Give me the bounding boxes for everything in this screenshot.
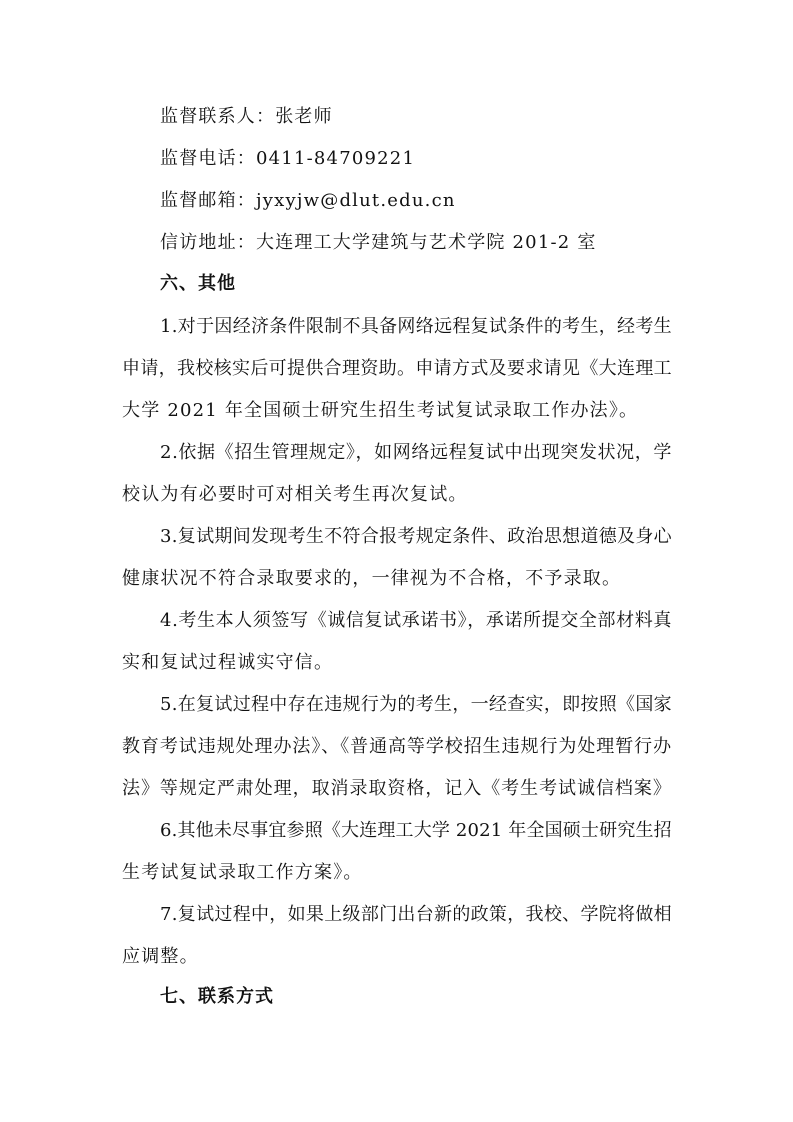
supervision-email: 监督邮箱：jyxyjw@dlut.edu.cn — [160, 190, 456, 211]
item-7-line-1: 7.复试过程中，如果上级部门出台新的政策，我校、学院将做相 — [160, 904, 672, 925]
supervision-phone: 监督电话：0411-84709221 — [160, 148, 416, 169]
item-3-line-1: 3.复试期间发现考生不符合报考规定条件、政治思想道德及身心 — [160, 526, 672, 547]
section-7-heading: 七、联系方式 — [160, 986, 274, 1007]
supervision-contact-person: 监督联系人：张老师 — [160, 106, 333, 127]
item-6-line-1: 6.其他未尽事宜参照《大连理工大学 2021 年全国硕士研究生招 — [160, 820, 672, 841]
item-1-line-1: 1.对于因经济条件限制不具备网络远程复试条件的考生，经考生 — [160, 316, 672, 337]
item-5-line-1: 5.在复试过程中存在违规行为的考生，一经查实，即按照《国家 — [160, 694, 672, 715]
item-2-line-1: 2.依据《招生管理规定》，如网络远程复试中出现突发状况，学 — [160, 442, 672, 463]
item-5-line-3: 法》等规定严肃处理，取消录取资格，记入《考生考试诚信档案》 — [122, 778, 672, 799]
item-1-line-2: 申请，我校核实后可提供合理资助。申请方式及要求请见《大连理工 — [122, 358, 672, 379]
item-4-line-2: 实和复试过程诚实守信。 — [122, 652, 334, 673]
item-5-line-2: 教育考试违规处理办法》、《普通高等学校招生违规行为处理暂行办 — [122, 736, 672, 757]
item-1-line-3: 大学 2021 年全国硕士研究生招生考试复试录取工作办法》。 — [122, 400, 639, 421]
item-3-line-2: 健康状况不符合录取要求的，一律视为不合格，不予录取。 — [122, 568, 622, 589]
item-6-line-2: 生考试复试录取工作方案》。 — [122, 862, 363, 883]
item-2-line-2: 校认为有必要时可对相关考生再次复试。 — [122, 484, 468, 505]
item-4-line-1: 4.考生本人须签写《诚信复试承诺书》，承诺所提交全部材料真 — [160, 610, 672, 631]
item-7-line-2: 应调整。 — [122, 946, 199, 967]
section-6-heading: 六、其他 — [160, 273, 236, 294]
petition-address: 信访地址：大连理工大学建筑与艺术学院 201-2 室 — [160, 232, 597, 253]
